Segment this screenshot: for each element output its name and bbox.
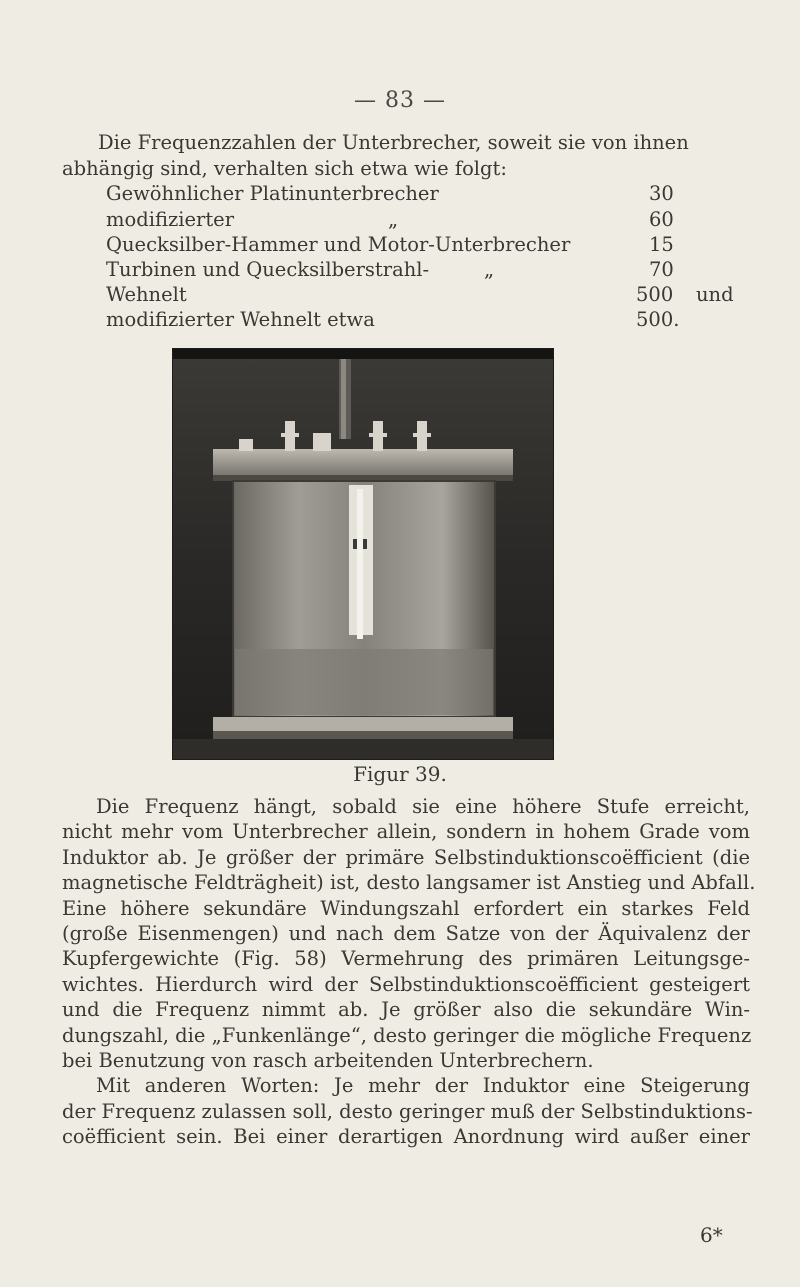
- figure-caption: Figur 39.: [353, 762, 447, 786]
- table-row: [106, 308, 746, 333]
- ditto-mark: „: [484, 258, 495, 281]
- table-label: Quecksilber-Hammer und Motor-Unterbrecher: [106, 233, 571, 256]
- body-line: Induktor ab. Je größer der primäre Selbstinduktionscoëfficient (die: [62, 845, 750, 869]
- body-line: Eine höhere sekundäre Windungszahl erfordert ein starkes Feld: [62, 896, 750, 920]
- table-row: [106, 258, 746, 283]
- body-line: der Frequenz zulassen soll, desto geringer muß der Selbstinduktions-: [62, 1099, 753, 1123]
- figure-photo: [172, 348, 554, 760]
- interrupter-apparatus-illustration: [173, 349, 553, 759]
- table-value: 500: [636, 283, 674, 306]
- table-value: 60: [649, 208, 674, 231]
- body-line: Mit anderen Worten: Je mehr der Induktor eine Steigerung: [96, 1074, 750, 1098]
- table-row: [106, 283, 746, 308]
- body-line: wichtes. Hierdurch wird der Selbstinduktionscoëfficient gesteigert: [62, 972, 750, 996]
- table-row: [106, 233, 746, 258]
- table-value: 30: [649, 182, 674, 205]
- table-label: Wehnelt: [106, 283, 187, 306]
- body-line: nicht mehr vom Unterbrecher allein, sondern in hohem Grade vom: [62, 820, 750, 844]
- signature-mark: 6*: [700, 1223, 723, 1247]
- table-label: modifizierter: [106, 208, 235, 231]
- intro-line: Die Frequenzzahlen der Unterbrecher, soweit sie von ihnen: [98, 131, 689, 154]
- body-line: Die Frequenz hängt, sobald sie eine höhere Stufe erreicht,: [96, 795, 750, 818]
- ditto-mark: „: [388, 208, 399, 231]
- intro-paragraph: [62, 130, 748, 181]
- body-line: coëfficient sein. Bei einer derartigen Anordnung wird außer einer: [62, 1125, 750, 1149]
- intro-line: abhängig sind, verhalten sich etwa wie folgt:: [62, 156, 507, 180]
- body-line: Kupfergewichte (Fig. 58) Vermehrung des primären Leitungsge-: [62, 947, 750, 971]
- table-value: 500.: [636, 308, 680, 331]
- body-line: und die Frequenz nimmt ab. Je größer also die sekundäre Win-: [62, 998, 750, 1022]
- table-row: [106, 208, 746, 233]
- table-label: Turbinen und Quecksilberstrahl-: [106, 258, 430, 281]
- body-line: dungszahl, die „Funkenlänge“, desto geringer die mögliche Frequenz: [62, 1023, 752, 1047]
- body-paragraphs: [62, 794, 756, 1150]
- table-label: modifizierter Wehnelt etwa: [106, 308, 375, 331]
- table-row: [106, 182, 746, 207]
- body-line: bei Benutzung von rasch arbeitenden Unterbrechern.: [62, 1049, 594, 1073]
- table-label: Gewöhnlicher Platinunterbrecher: [106, 182, 439, 205]
- table-suffix: und: [696, 283, 734, 306]
- table-value: 15: [649, 233, 674, 256]
- body-line: magnetische Feldträgheit) ist, desto langsamer ist Anstieg und Abfall.: [62, 871, 756, 895]
- table-value: 70: [649, 258, 674, 281]
- body-line: (große Eisenmengen) und nach dem Satze von der Äquivalenz der: [62, 922, 750, 946]
- page-number: — 83 —: [354, 88, 446, 113]
